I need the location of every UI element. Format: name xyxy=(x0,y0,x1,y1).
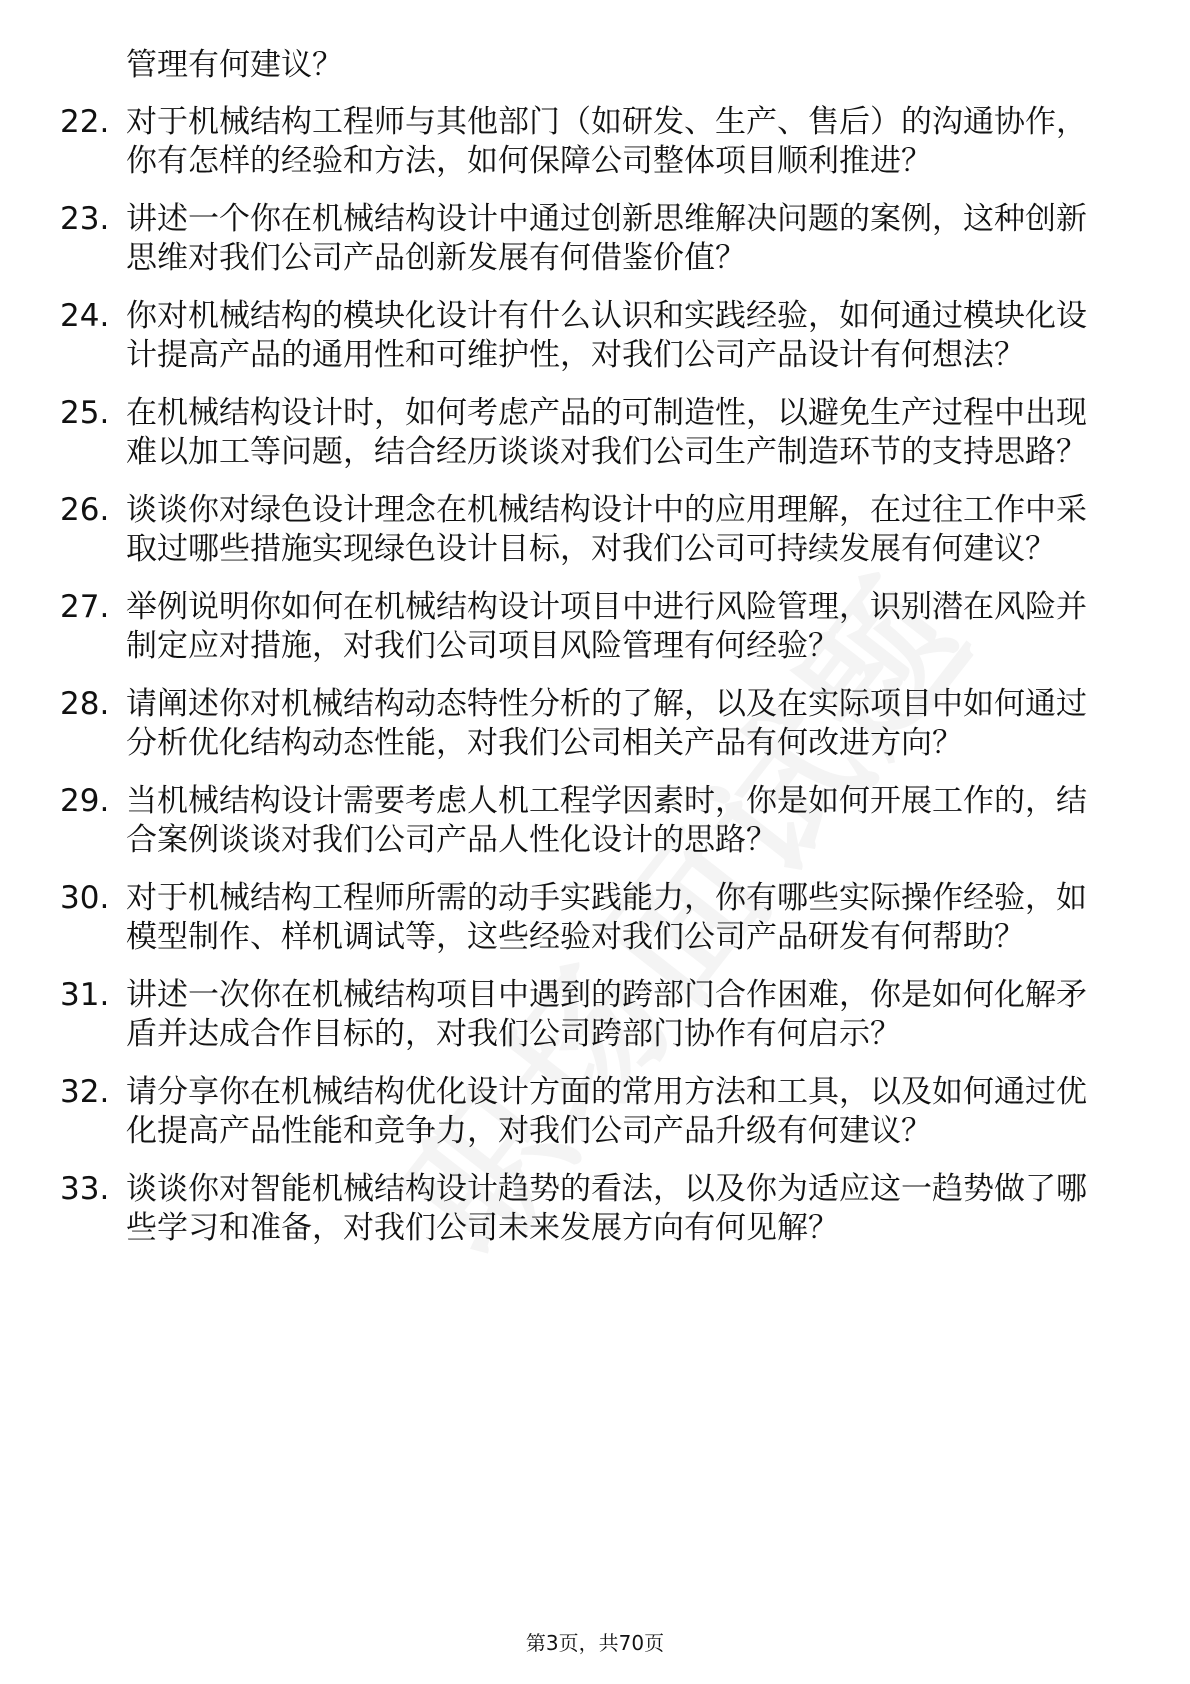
question-text: 你对机械结构的模块化设计有什么认识和实践经验，如何通过模块化设计提高产品的通用性和可维护性，对我们公司产品设计有何想法？ xyxy=(126,298,1087,373)
question-item xyxy=(60,1073,1110,1151)
question-item xyxy=(60,297,1110,375)
continued-question-text: 管理有何建议？ xyxy=(126,47,343,83)
question-text: 谈谈你对绿色设计理念在机械结构设计中的应用理解，在过往工作中采取过哪些措施实现绿色设计目标，对我们公司可持续发展有何建议？ xyxy=(126,492,1087,567)
question-text: 请阐述你对机械结构动态特性分析的了解，以及在实际项目中如何通过分析优化结构动态性能，对我们公司相关产品有何改进方向？ xyxy=(126,686,1087,761)
question-item xyxy=(60,103,1110,181)
question-number: 22. xyxy=(60,104,110,140)
question-number: 33. xyxy=(60,1171,110,1207)
question-text: 在机械结构设计时，如何考虑产品的可制造性，以避免生产过程中出现难以加工等问题，结合经历谈谈对我们公司生产制造环节的支持思路？ xyxy=(126,395,1087,470)
question-number: 27. xyxy=(60,589,110,625)
question-text: 当机械结构设计需要考虑人机工程学因素时，你是如何开展工作的，结合案例谈谈对我们公司产品人性化设计的思路？ xyxy=(126,783,1087,858)
question-text: 对于机械结构工程师与其他部门（如研发、生产、售后）的沟通协作，你有怎样的经验和方法，如何保障公司整体项目顺利推进？ xyxy=(126,104,1087,179)
question-number: 32. xyxy=(60,1074,110,1110)
question-text: 请分享你在机械结构优化设计方面的常用方法和工具，以及如何通过优化提高产品性能和竞争力，对我们公司产品升级有何建议？ xyxy=(126,1074,1087,1149)
question-text: 讲述一次你在机械结构项目中遇到的跨部门合作困难，你是如何化解矛盾并达成合作目标的，对我们公司跨部门协作有何启示？ xyxy=(126,977,1087,1052)
question-number: 23. xyxy=(60,201,110,237)
question-text: 举例说明你如何在机械结构设计项目中进行风险管理，识别潜在风险并制定应对措施，对我们公司项目风险管理有何经验？ xyxy=(126,589,1087,664)
question-text: 对于机械结构工程师所需的动手实践能力，你有哪些实际操作经验，如模型制作、样机调试等，这些经验对我们公司产品研发有何帮助？ xyxy=(126,880,1087,955)
question-item xyxy=(60,1170,1110,1248)
question-number: 28. xyxy=(60,686,110,722)
question-number: 25. xyxy=(60,395,110,431)
question-number: 31. xyxy=(60,977,110,1013)
question-item xyxy=(60,782,1110,860)
question-item xyxy=(60,588,1110,666)
question-item xyxy=(60,976,1110,1054)
question-list xyxy=(60,46,1110,1267)
question-text: 讲述一个你在机械结构设计中通过创新思维解决问题的案例，这种创新思维对我们公司产品创新发展有何借鉴价值？ xyxy=(126,201,1087,276)
question-item xyxy=(60,879,1110,957)
question-item xyxy=(60,491,1110,569)
question-number: 24. xyxy=(60,298,110,334)
question-number: 26. xyxy=(60,492,110,528)
page-footer: 第3页，共70页 xyxy=(525,1631,665,1655)
question-number: 30. xyxy=(60,880,110,916)
question-item xyxy=(60,685,1110,763)
question-number: 29. xyxy=(60,783,110,819)
question-item xyxy=(60,394,1110,472)
question-text: 谈谈你对智能机械结构设计趋势的看法，以及你为适应这一趋势做了哪些学习和准备，对我们公司未来发展方向有何见解？ xyxy=(126,1171,1087,1246)
question-item xyxy=(60,200,1110,278)
